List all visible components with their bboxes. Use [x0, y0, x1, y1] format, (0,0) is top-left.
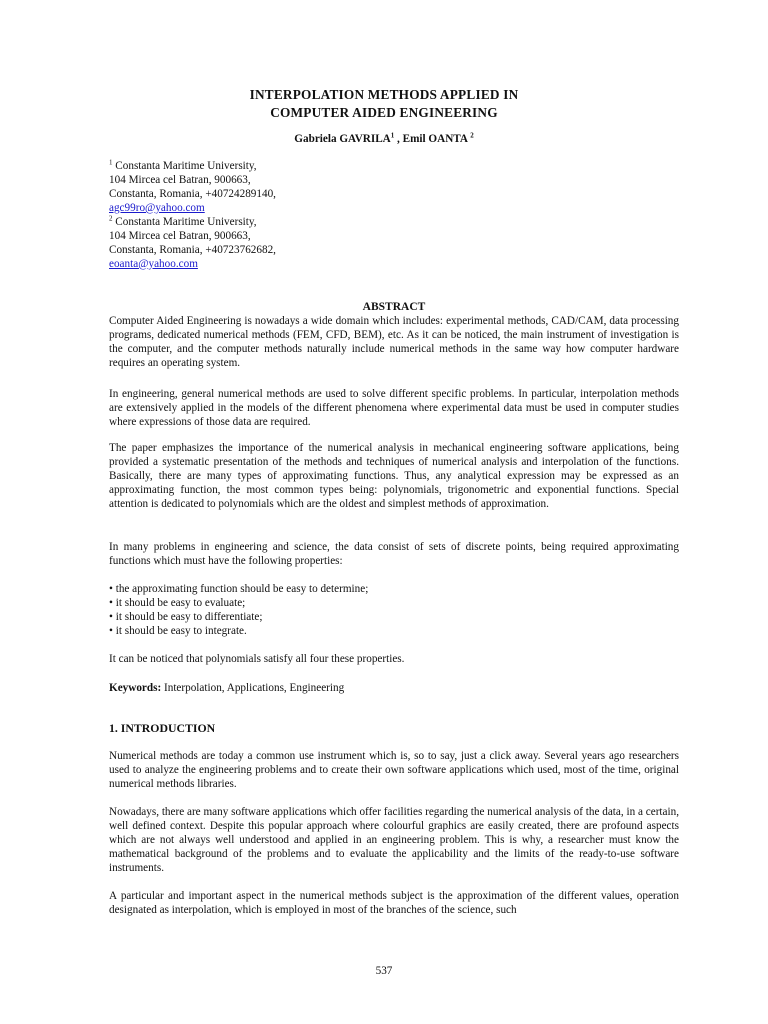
page-number: 537 [375, 965, 393, 977]
affiliation-2-line3: Constanta, Romania, +40723762682, [109, 243, 276, 256]
keywords-line [109, 681, 679, 695]
list-item: • it should be easy to evaluate; [109, 597, 246, 609]
abstract-paragraph-1: Computer Aided Engineering is nowadays a wide domain which includes: experimental methods, CAD/CAM, data processing programs, dedicated numerical methods (FEM, CFD, BEM), etc. As it can be noticed, the main instrument of investigation is the computer, and the computer methods naturally include numerical methods in the same way how computer hardware requires an operating system. [109, 315, 679, 369]
properties-list [109, 582, 679, 638]
affiliation-1-sup: 1 [109, 158, 113, 167]
affiliation-1-line3: Constanta, Romania, +40724289140, [109, 187, 276, 200]
paper-title [0, 86, 768, 122]
author-separator: , [394, 133, 403, 145]
keywords-value: Interpolation, Applications, Engineering [161, 682, 345, 694]
author-2-name: Emil OANTA [402, 133, 468, 145]
affiliation-1-email-link[interactable]: agc99ro@yahoo.com [109, 201, 205, 214]
introduction-paragraph-3: A particular and important aspect in the numerical methods subject is the approximation of the different values, operation designated as interpolation, which is employed in most of the branches of the science, such [109, 890, 679, 916]
affiliation-2-line1: Constanta Maritime University, [115, 216, 257, 228]
list-item: • it should be easy to differentiate; [109, 611, 263, 623]
author-1-sup: 1 [390, 131, 395, 140]
author-2-sup: 2 [470, 131, 474, 140]
abstract-heading: ABSTRACT [362, 301, 426, 313]
affiliation-2-email-link[interactable]: eoanta@yahoo.com [109, 257, 198, 270]
author-1-name: Gabriela GAVRILA [294, 133, 391, 145]
list-item: • the approximating function should be easy to determine; [109, 583, 369, 595]
introduction-paragraph-2: Nowadays, there are many software applications which offer facilities regarding the numerical analysis of the data, in a certain, well defined context. Despite this popular approach where colourful graphics are easily created, there are profound aspects which are not always well understood and applied in an engineering problem. This is why, a researcher must know the mathematical background of the problems and to evaluate the applicability and the limits of the ready-to-use software instruments. [109, 806, 679, 874]
abstract-paragraph-2: In engineering, general numerical methods are used to solve different specific problems. In particular, interpolation methods are extensively applied in the models of the different phenomena where experimental data must be used in computer studies where expressions of those data are required. [109, 388, 679, 428]
affiliation-2-line2: 104 Mircea cel Batran, 900663, [109, 229, 251, 242]
title-line-2: COMPUTER AIDED ENGINEERING [270, 105, 498, 120]
introduction-paragraph-1: Numerical methods are today a common use instrument which is, so to say, just a click away. Several years ago researchers used to analyze the engineering problems and to create their own software applications which used, most of the time, original numerical methods libraries. [109, 750, 679, 790]
affiliation-2 [109, 216, 509, 272]
affiliation-1-line2: 104 Mircea cel Batran, 900663, [109, 173, 251, 186]
affiliation-1-line1: Constanta Maritime University, [115, 160, 257, 172]
list-item: • it should be easy to integrate. [109, 625, 247, 637]
introduction-heading: 1. INTRODUCTION [109, 721, 216, 735]
authors-line [0, 132, 768, 146]
keywords-label: Keywords: [109, 682, 162, 694]
title-line-1: INTERPOLATION METHODS APPLIED IN [249, 87, 519, 102]
affiliation-1 [109, 160, 509, 216]
affiliation-2-sup: 2 [109, 214, 113, 223]
abstract-paragraph-3: The paper emphasizes the importance of the numerical analysis in mechanical engineering software applications, being provided a systematic presentation of the methods and techniques of numerical analysis and interpolation of the functions. Basically, there are many types of approximating functions. Thus, any analytical expression may be expressed as an approximating function, the most common types being: polynomials, trigonometric and exponential functions. Special attention is dedicated to polynomials which are the oldest and simplest methods of approximation. [109, 442, 679, 510]
abstract-paragraph-5: It can be noticed that polynomials satisfy all four these properties. [109, 653, 405, 665]
abstract-paragraph-4: In many problems in engineering and science, the data consist of sets of discrete points, being required approximating functions which must have the following properties: [109, 541, 679, 567]
